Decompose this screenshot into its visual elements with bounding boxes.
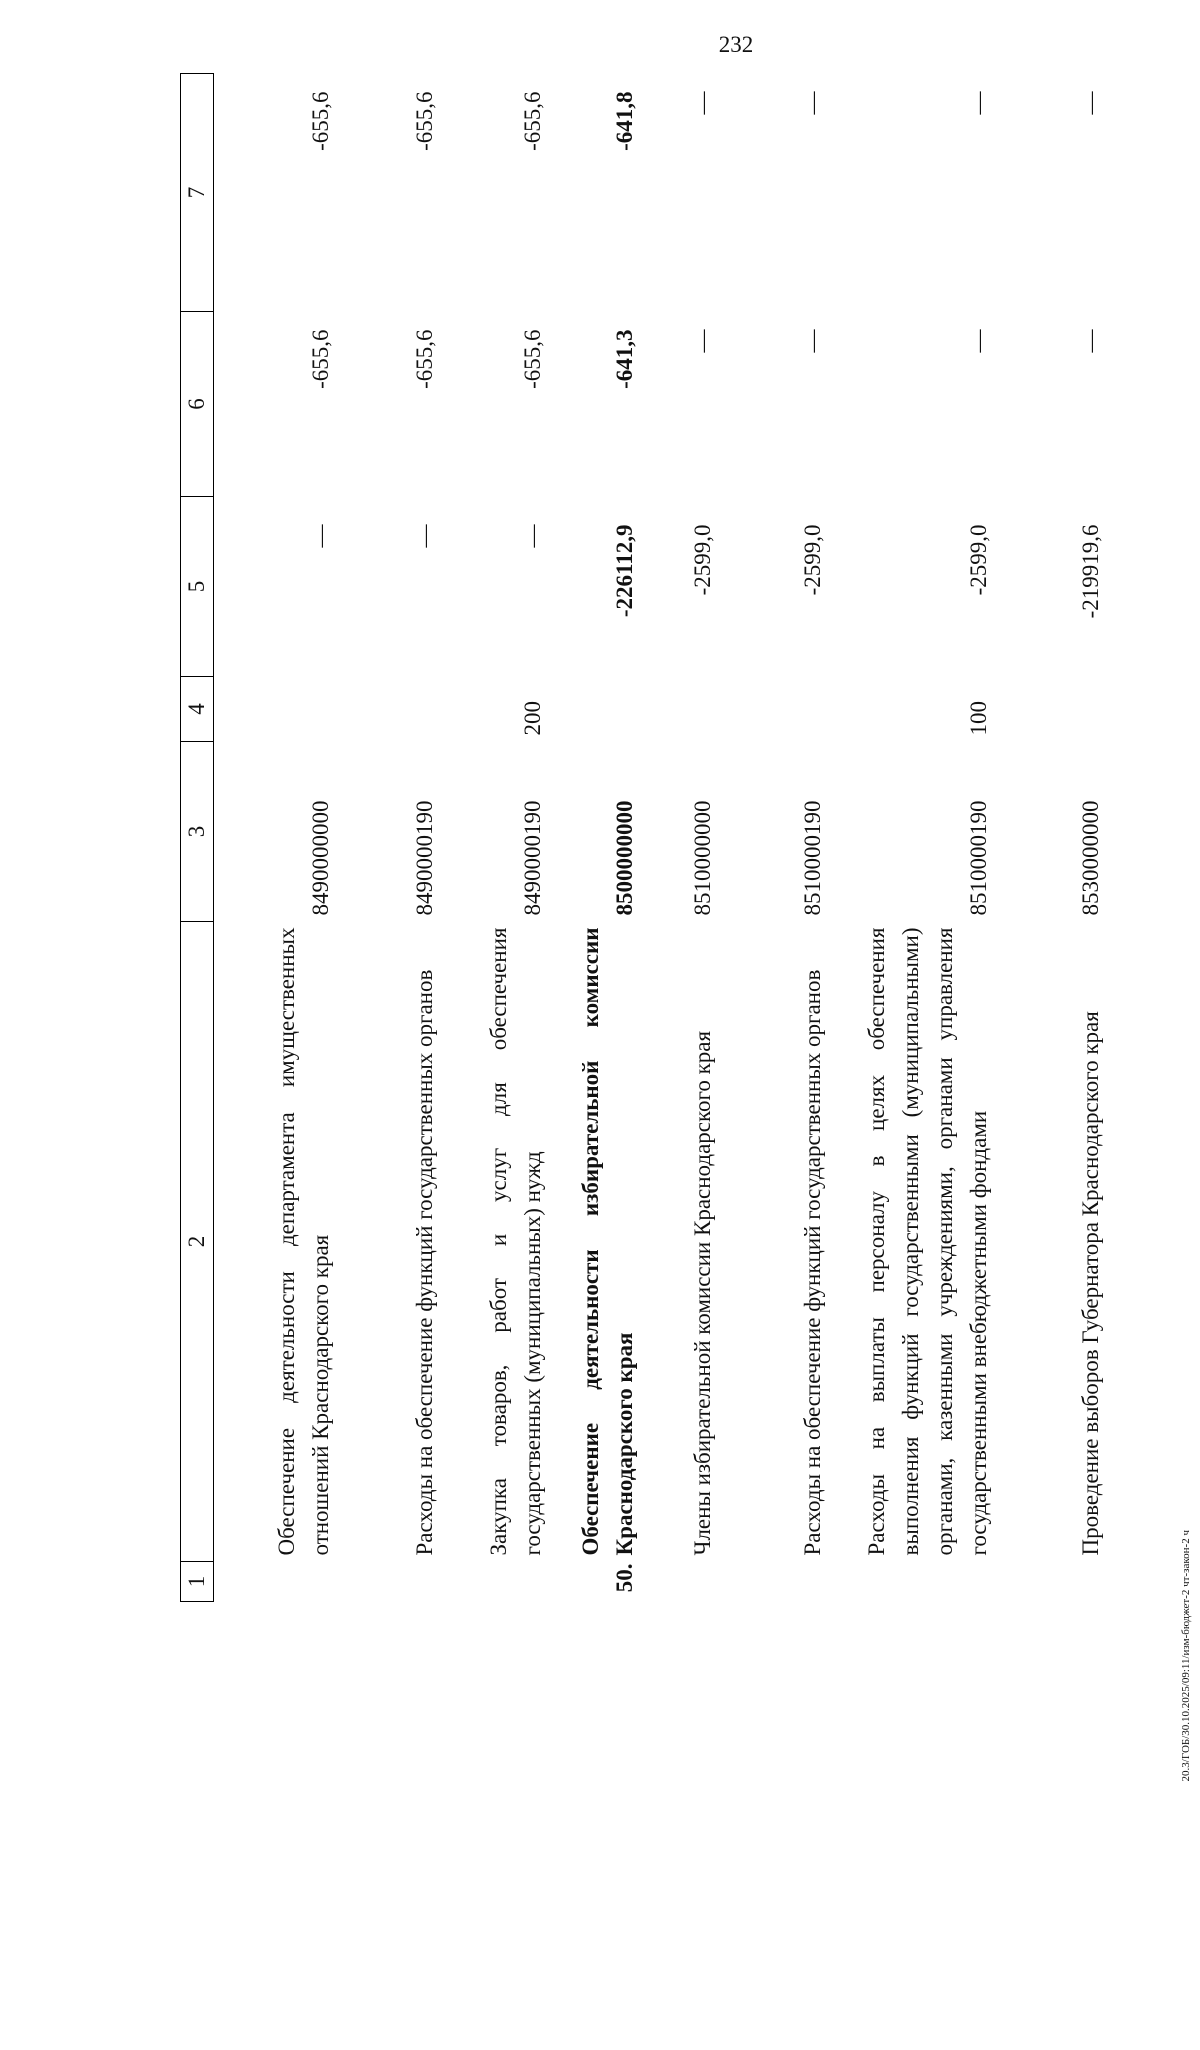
row-number [344,1562,448,1602]
table-row [448,74,556,1602]
header-col-6: 6 [181,312,214,497]
table-row [648,74,726,1602]
row-value-6: -641,3 [612,329,637,389]
row-name: Обеспечение деятельности избирательной комиссии Краснодарского края [578,927,637,1556]
row-name: Члены избирательной комиссии Краснодарского края [690,1030,715,1556]
row-type [344,677,448,742]
row-name: Расходы на выплаты персоналу в целях обеспечения выполнения функций государственными (муниципальными) органами, казенными учреждениями, органами управления государственными внебюджетными фондами [864,927,991,1556]
row-value-7: -641,8 [612,91,637,151]
table-row [344,74,448,1602]
header-col-3: 3 [181,742,214,922]
row-value-5: — [308,524,333,548]
row-value-7: -655,6 [308,91,333,151]
row-number [1002,1562,1114,1602]
row-type [648,677,726,742]
row-number [648,1562,726,1602]
row-value-5: -2599,0 [690,524,715,596]
table-row [214,74,345,1602]
row-value-6: -655,6 [308,329,333,389]
row-name: Расходы на обеспечение функций государственных органов [412,969,437,1556]
table-row [836,74,1002,1602]
row-value-7: -655,6 [412,91,437,151]
row-type [556,677,648,742]
row-code: 8490000000 [308,800,333,916]
budget-table [180,73,1114,1602]
row-type [1002,677,1114,742]
table-row [556,74,648,1602]
header-col-1: 1 [181,1562,214,1602]
row-value-7: — [690,91,715,115]
row-value-6: — [966,329,991,353]
header-col-4: 4 [181,677,214,742]
header-col-7: 7 [181,74,214,312]
row-code: 8490000190 [520,800,545,916]
page-number: 232 [718,32,754,57]
table-row [726,74,836,1602]
row-value-5: -2599,0 [966,524,991,596]
row-value-7: — [966,91,991,115]
row-code: 8510000190 [800,800,825,916]
row-value-6: -655,6 [520,329,545,389]
row-number [836,1562,1002,1602]
row-value-7: — [1078,91,1103,115]
footer-note: 20.3/ГОБ/30.10.2025/09:11/изм-бюджет-2 чт-закон-2 ч [1180,1530,1192,1782]
row-value-5: — [412,524,437,548]
table-row [1002,74,1114,1602]
row-name: Закупка товаров, работ и услуг для обеспечения государственных (муниципальных) нужд [486,927,545,1556]
row-value-7: — [800,91,825,115]
row-number [448,1562,556,1602]
row-value-5: -2599,0 [800,524,825,596]
row-code: 8490000190 [412,800,437,916]
row-number [726,1562,836,1602]
row-name: Проведение выборов Губернатора Краснодарского края [1078,1011,1103,1556]
row-value-5: — [520,524,545,548]
row-name: Обеспечение деятельности департамента имущественных отношений Краснодарского края [274,927,333,1556]
row-code: 8510000000 [690,800,715,916]
rotated-table-sheet [180,24,1103,1602]
row-type [214,677,345,742]
row-type: 200 [520,701,545,736]
header-col-2: 2 [181,922,214,1562]
header-col-5: 5 [181,497,214,677]
row-code: 8500000000 [612,800,637,916]
row-code: 8510000190 [966,800,991,916]
row-value-6: — [1078,329,1103,353]
row-value-6: -655,6 [412,329,437,389]
row-value-5: -226112,9 [612,524,637,618]
row-number: 50. [612,1563,637,1593]
row-value-5: -219919,6 [1078,524,1103,619]
row-type [726,677,836,742]
row-type: 100 [966,701,991,736]
table-header-row [181,74,214,1602]
row-value-6: — [800,329,825,353]
row-code: 8530000000 [1078,800,1103,916]
row-value-6: — [690,329,715,353]
row-value-7: -655,6 [520,91,545,151]
row-name: Расходы на обеспечение функций государственных органов [800,969,825,1556]
row-number [214,1562,345,1602]
